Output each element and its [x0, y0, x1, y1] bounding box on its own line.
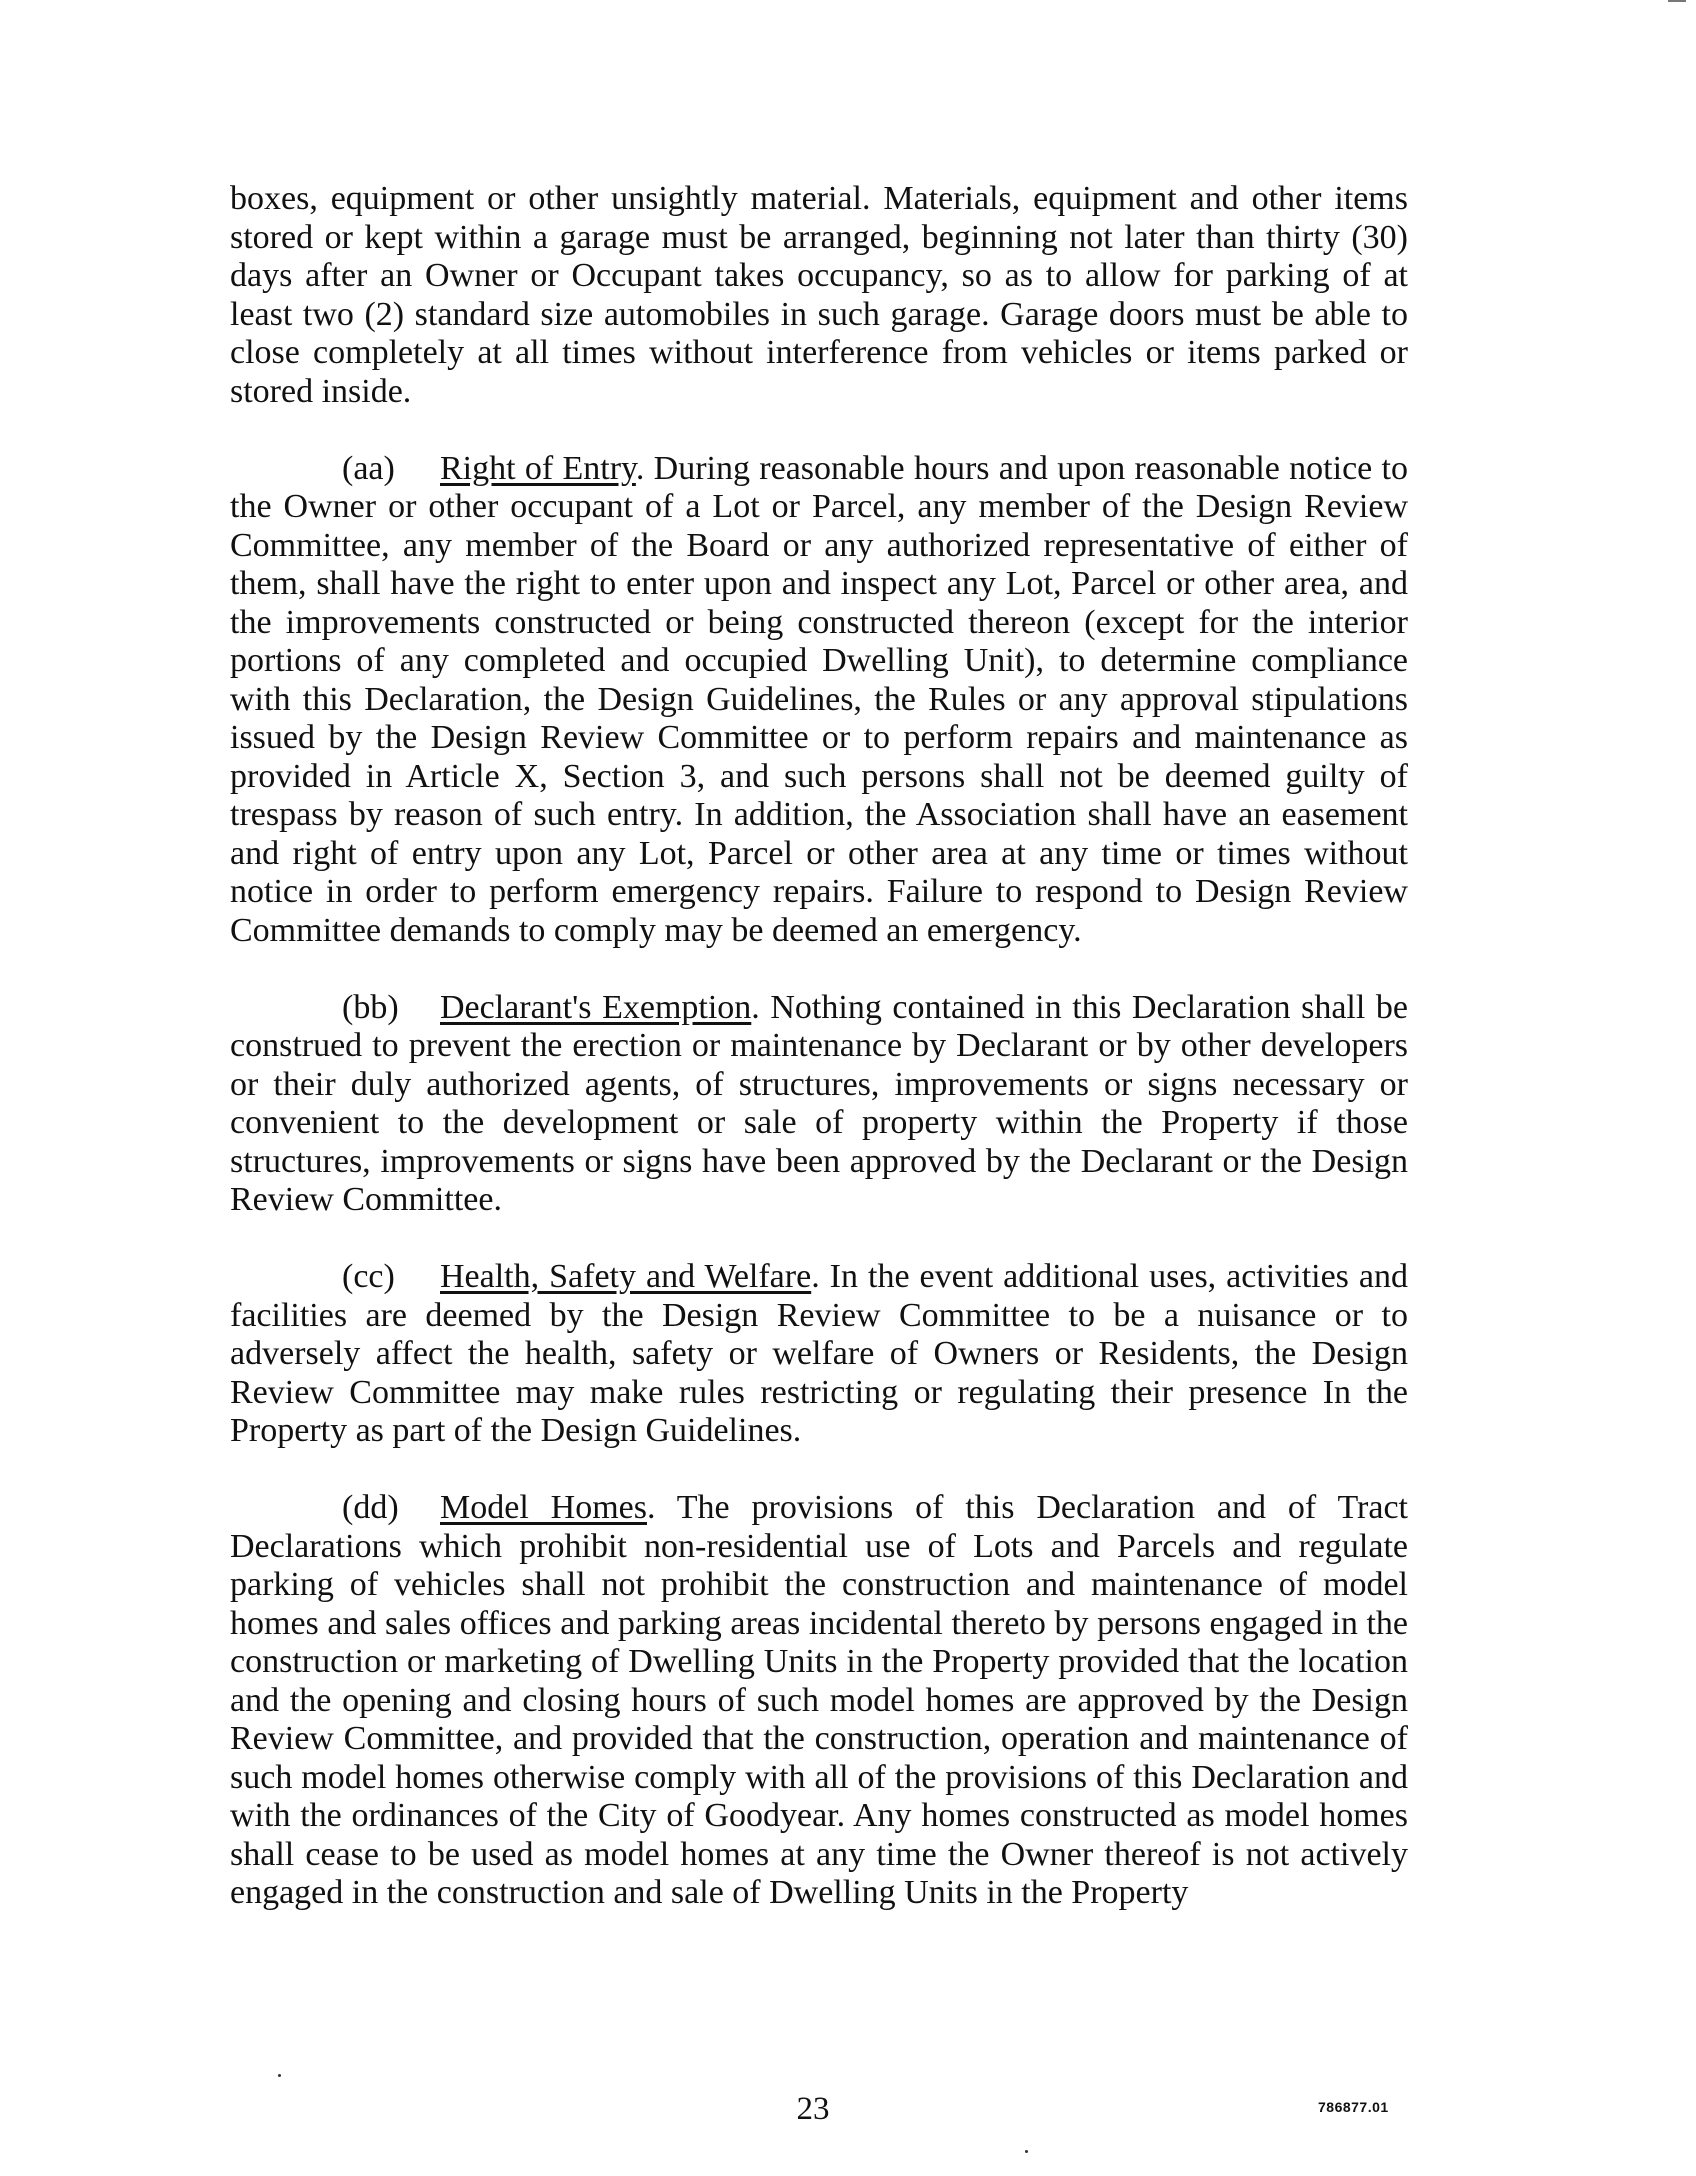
paragraph-text: . In the event additional uses, activities and facilities are deemed by the Design Review Committee to be a nuisance or to adversely affect the health, safety or welfare of Owners or Residents, the Design Review Committee may make rules restricting or regulating their presence In the Property as part of the Design Guidelines.: [230, 1258, 1408, 1449]
paragraph-garage-continuation: [230, 180, 1408, 411]
paragraph-label: (cc): [342, 1258, 395, 1295]
paragraph-title: Health, Safety and Welfare: [440, 1258, 812, 1295]
paragraph-right-of-entry: [230, 450, 1408, 951]
scan-speck: [1025, 2150, 1028, 2153]
paragraph-text: . During reasonable hours and upon reasonable notice to the Owner or other occupant of a Lot or Parcel, any member of the Design Review Committee, any member of the Board or any authorized representative of either of them, shall have the right to enter upon and inspect any Lot, Parcel or other area, and the improvements constructed or being constructed thereon (except for the interior portions of any completed and occupied Dwelling Unit), to determine compliance with this Declaration, the Design Guidelines, the Rules or any approval stipulations issued by the Design Review Committee or to perform repairs and maintenance as provided in Article X, Section 3, and such persons shall not be deemed guilty of trespass by reason of such entry. In addition, the Association shall have an easement and right of entry upon any Lot, Parcel or other area at any time or times without notice in order to perform emergency repairs. Failure to respond to Design Review Committee demands to comply may be deemed an emergency.: [230, 449, 1408, 949]
document-id: 786877.01: [1318, 2099, 1389, 2115]
paragraph-model-homes: [230, 1489, 1408, 1913]
paragraph-label: (aa): [342, 449, 395, 487]
paragraph-health-safety-welfare: [230, 1258, 1408, 1451]
paragraph-title: Right of Entry: [440, 449, 636, 487]
paragraph-text: boxes, equipment or other unsightly material. Materials, equipment and other items stored or kept within a garage must be arranged, beginning not later than thirty (30) days after an Owner or Occupant takes occupancy, so as to allow for parking of at least two (2) standard size automobiles in such garage. Garage doors must be able to close completely at all times without interference from vehicles or items parked or stored inside.: [230, 180, 1408, 410]
page-number: 23: [796, 2091, 830, 2127]
scan-corner-mark: [1668, 0, 1686, 2]
paragraph-label: (bb): [342, 988, 399, 1026]
paragraph-title: Model Homes: [440, 1489, 647, 1526]
paragraph-title: Declarant's Exemption: [440, 988, 752, 1026]
paragraph-text: . Nothing contained in this Declaration shall be construed to prevent the erection or maintenance by Declarant or by other developers or their duly authorized agents, of structures, improvements or signs necessary or convenient to the development or sale of property within the Property if those structures, improvements or signs have been approved by the Declarant or the Design Review Committee.: [230, 988, 1408, 1218]
paragraph-label: (dd): [342, 1489, 399, 1526]
paragraph-text: . The provisions of this Declaration and of Tract Declarations which prohibit non-residential use of Lots and Parcels and regulate parking of vehicles shall not prohibit the construction and maintenance of model homes and sales offices and parking areas incidental thereto by persons engaged in the construction or marketing of Dwelling Units in the Property provided that the location and the opening and closing hours of such model homes are approved by the Design Review Committee, and provided that the construction, operation and maintenance of such model homes otherwise comply with all of the provisions of this Declaration and with the ordinances of the City of Goodyear. Any homes constructed as model homes shall cease to be used as model homes at any time the Owner thereof is not actively engaged in the construction and sale of Dwelling Units in the Property: [230, 1489, 1408, 1911]
document-body: [230, 180, 1408, 1951]
paragraph-declarants-exemption: [230, 989, 1408, 1220]
scan-speck: [278, 2074, 281, 2077]
